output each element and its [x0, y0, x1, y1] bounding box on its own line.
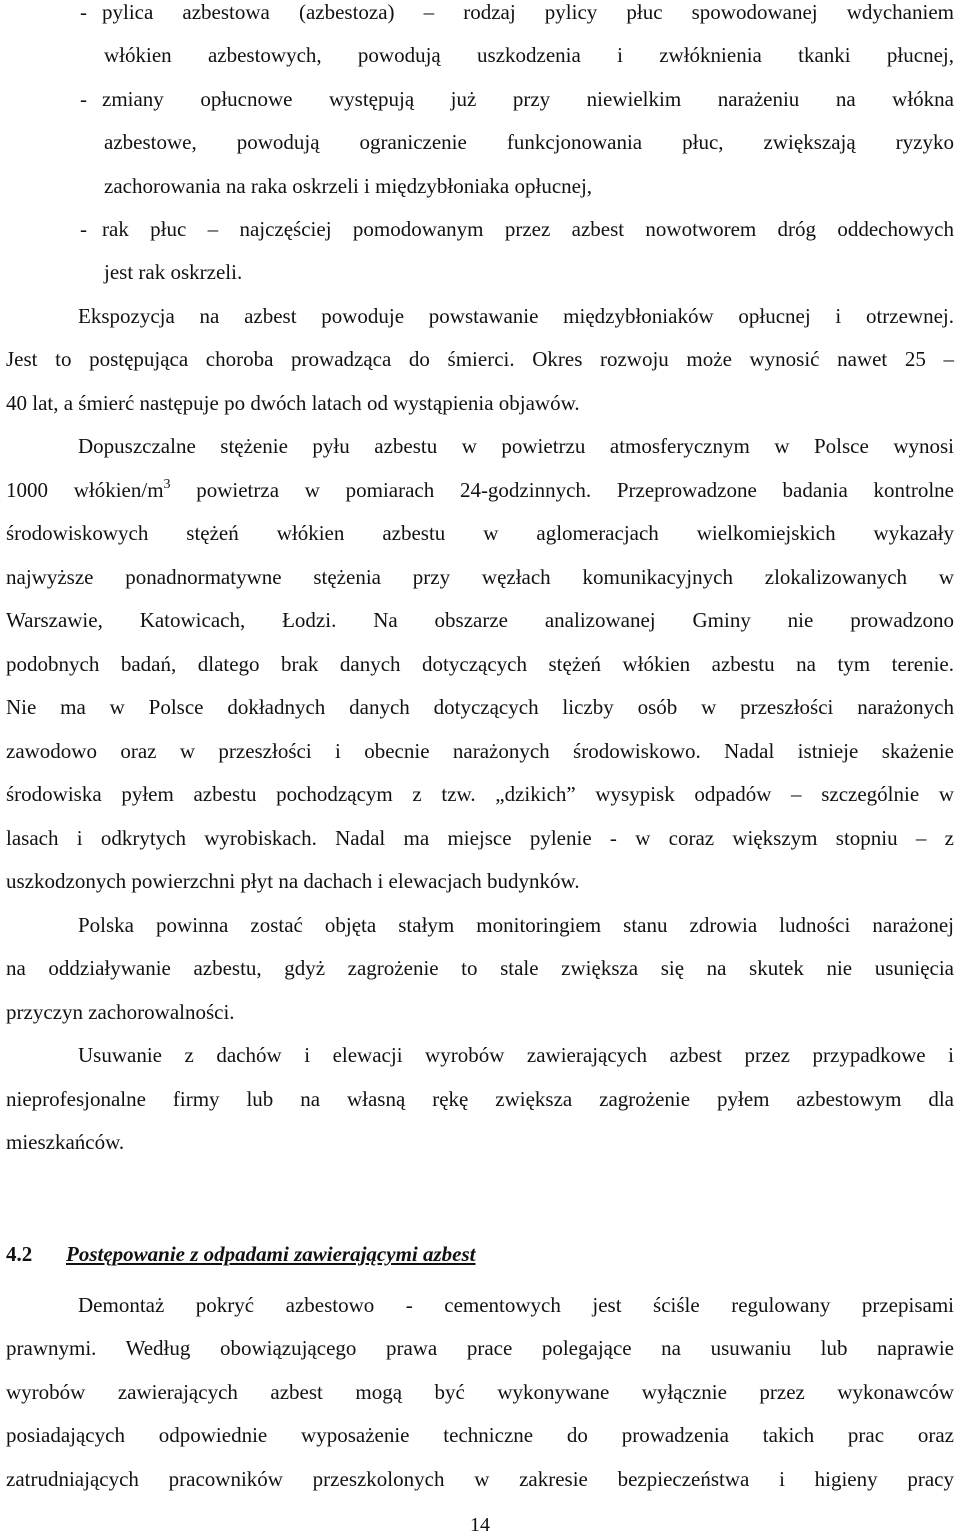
- paragraph-line: zatrudniających pracowników przeszkolonych w zakresie bezpieczeństwa i higieny pracy: [6, 1467, 954, 1491]
- paragraph-line: środowiskowych stężeń włókien azbestu w aglomeracjach wielkomiejskich wykazały: [6, 521, 954, 545]
- paragraph-line: podobnych badań, dlatego brak danych dotyczących stężeń włókien azbestu na tym terenie.: [6, 652, 954, 676]
- text-fragment: 1000 włókien/m: [6, 478, 164, 502]
- list-item-continuation: włókien azbestowych, powodują uszkodzenia i zwłóknienia tkanki płucnej,: [104, 43, 954, 67]
- paragraph-line: Dopuszczalne stężenie pyłu azbestu w powietrzu atmosferycznym w Polsce wynosi: [78, 434, 954, 458]
- paragraph-line: [6, 476, 954, 504]
- list-item: [80, 215, 954, 243]
- paragraph-line: wyrobów zawierających azbest mogą być wykonywane wyłącznie przez wykonawców: [6, 1380, 954, 1404]
- paragraph-line: mieszkańców.: [6, 1130, 125, 1154]
- section-heading: [6, 1240, 954, 1268]
- paragraph-line: Usuwanie z dachów i elewacji wyrobów zawierających azbest przez przypadkowe i: [78, 1043, 954, 1067]
- paragraph-line: Polska powinna zostać objęta stałym monitoringiem stanu zdrowia ludności narażonej: [78, 913, 954, 937]
- list-item-continuation: azbestowe, powodują ograniczenie funkcjonowania płuc, zwiększają ryzyko: [104, 130, 954, 154]
- paragraph-line: Jest to postępująca choroba prowadząca do śmierci. Okres rozwoju może wynosić nawet 25 –: [6, 347, 954, 371]
- list-item-continuation: zachorowania na raka oskrzeli i międzybłoniaka opłucnej,: [104, 174, 593, 198]
- page-number: 14: [470, 1514, 490, 1536]
- bullet-dash: -: [80, 217, 87, 241]
- list-item-text: zmiany opłucnowe występują już przy niewielkim narażeniu na włókna: [102, 87, 954, 111]
- paragraph-line: na oddziaływanie azbestu, gdyż zagrożenie to stale zwiększa się na skutek nie usunięcia: [6, 956, 954, 980]
- section-number: 4.2: [6, 1242, 33, 1266]
- paragraph-line: przyczyn zachorowalności.: [6, 1000, 235, 1024]
- paragraph-line: prawnymi. Według obowiązującego prawa prace polegające na usuwaniu lub naprawie: [6, 1336, 954, 1360]
- paragraph-line: uszkodzonych powierzchni płyt na dachach i elewacjach budynków.: [6, 869, 580, 893]
- paragraph-line: Nie ma w Polsce dokładnych danych dotyczących liczby osób w przeszłości narażonych: [6, 695, 954, 719]
- list-item-text: rak płuc – najczęściej pomodowanym przez azbest nowotworem dróg oddechowych: [102, 217, 954, 241]
- list-item-continuation: jest rak oskrzeli.: [104, 260, 243, 284]
- paragraph-line: Demontaż pokryć azbestowo - cementowych jest ściśle regulowany przepisami: [78, 1293, 954, 1317]
- bullet-dash: -: [80, 87, 87, 111]
- paragraph-line: Ekspozycja na azbest powoduje powstawanie międzybłoniaków opłucnej i otrzewnej.: [78, 304, 954, 328]
- bullet-dash: -: [80, 0, 87, 24]
- paragraph-line: nieprofesjonalne firmy lub na własną rękę zwiększa zagrożenie pyłem azbestowym dla: [6, 1087, 954, 1111]
- list-item: [80, 0, 954, 26]
- paragraph-line: najwyższe ponadnormatywne stężenia przy węzłach komunikacyjnych zlokalizowanych w: [6, 565, 954, 589]
- section-title: Postępowanie z odpadami zawierającymi azbest: [66, 1242, 476, 1266]
- paragraph-line: posiadających odpowiednie wyposażenie techniczne do prowadzenia takich prac oraz: [6, 1423, 954, 1447]
- superscript: 3: [163, 477, 171, 492]
- text-fragment: powietrza w pomiarach 24-godzinnych. Przeprowadzone badania kontrolne: [170, 478, 954, 502]
- paragraph-line: Warszawie, Katowicach, Łodzi. Na obszarze analizowanej Gminy nie prowadzono: [6, 608, 954, 632]
- paragraph-line: lasach i odkrytych wyrobiskach. Nadal ma miejsce pylenie - w coraz większym stopniu – z: [6, 826, 954, 850]
- list-item: [80, 85, 954, 113]
- paragraph-line: zawodowo oraz w przeszłości i obecnie narażonych środowiskowo. Nadal istnieje skażenie: [6, 739, 954, 763]
- paragraph-line: środowiska pyłem azbestu pochodzącym z tzw. „dzikich” wysypisk odpadów – szczególnie w: [6, 782, 954, 806]
- list-item-text: pylica azbestowa (azbestoza) – rodzaj pylicy płuc spowodowanej wdychaniem: [102, 0, 954, 24]
- paragraph-line: 40 lat, a śmierć następuje po dwóch latach od wystąpienia objawów.: [6, 391, 580, 415]
